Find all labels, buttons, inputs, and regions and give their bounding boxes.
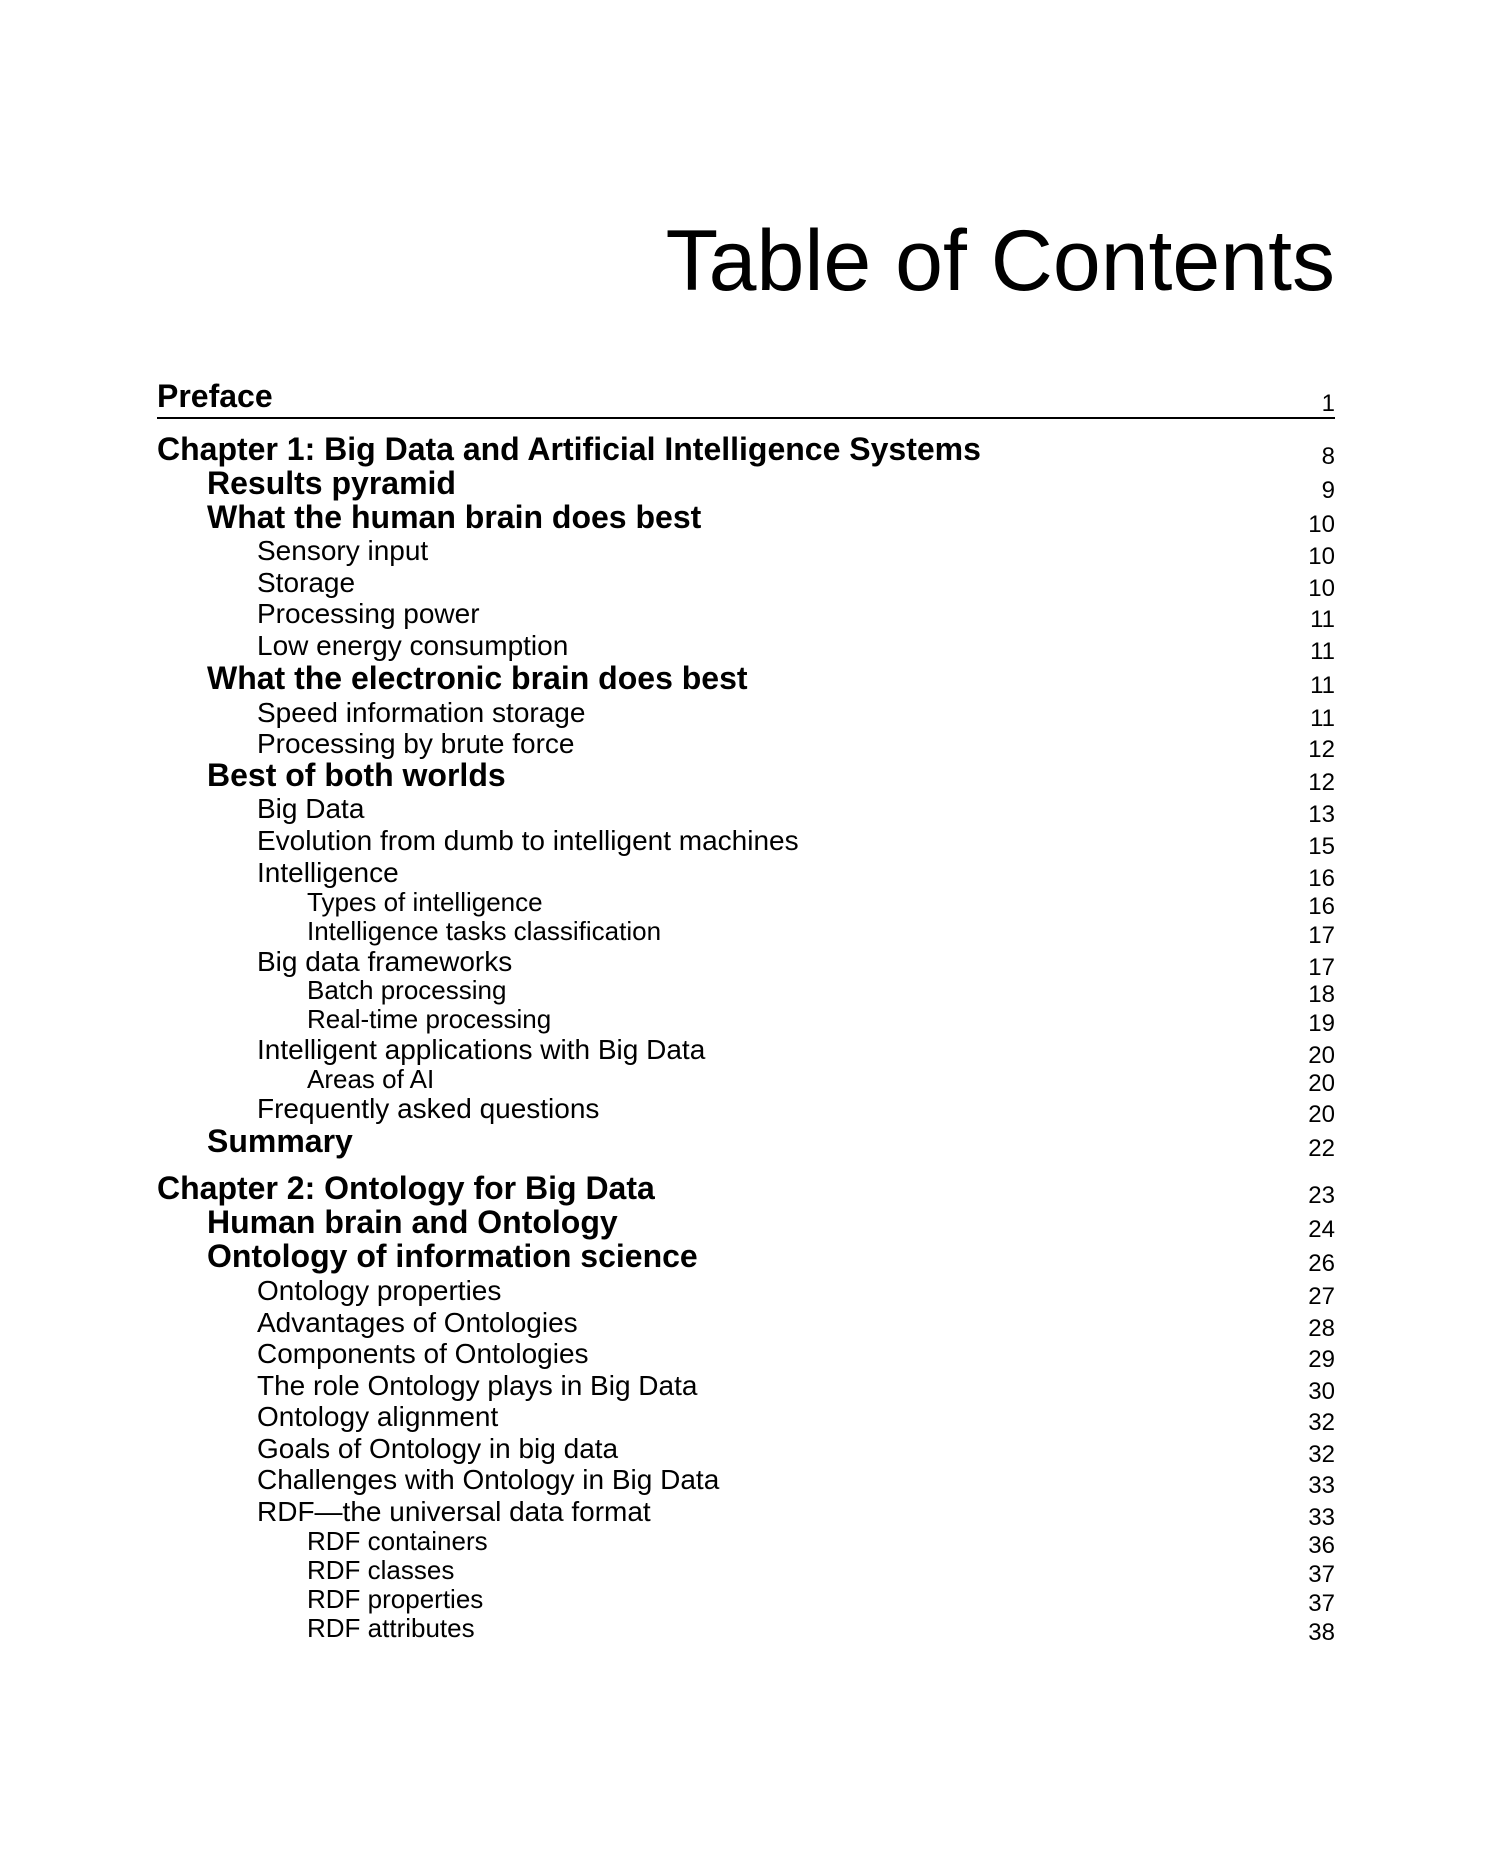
toc-entry-label: Big Data	[257, 793, 365, 824]
toc-entry-label: Evolution from dumb to intelligent machines	[257, 825, 799, 856]
toc-entry-page-number: 12	[1308, 736, 1335, 763]
toc-entry-label: Real-time processing	[307, 1004, 552, 1034]
toc-entry-rdf-attributes[interactable]	[157, 1601, 1335, 1646]
toc-entry-page-number: 16	[1308, 893, 1335, 920]
toc-entry-page-number: 37	[1308, 1561, 1335, 1588]
toc-entry-page-number: 10	[1308, 575, 1335, 602]
toc-entry-page-number: 11	[1310, 606, 1335, 633]
toc-entry-label: Intelligence tasks classification	[307, 916, 662, 946]
toc-entry-label: What the human brain does best	[207, 499, 702, 535]
toc-entry-page-number: 13	[1308, 801, 1335, 828]
toc-entry-label: Areas of AI	[307, 1064, 435, 1094]
toc-entry-label: Intelligence	[257, 857, 399, 888]
toc-entry-label: Processing power	[257, 598, 480, 629]
toc-entry-label: Types of intelligence	[307, 887, 543, 917]
toc-entry-page-number: 12	[1308, 769, 1335, 796]
toc-entry-page-number: 20	[1308, 1070, 1335, 1097]
toc-entry-label: Challenges with Ontology in Big Data	[257, 1464, 720, 1495]
toc-entry-label: Summary	[207, 1123, 353, 1159]
toc-entry-page-number: 9	[1321, 477, 1335, 504]
toc-entry-page-number: 8	[1321, 443, 1335, 470]
toc-entry-summary[interactable]	[157, 1117, 1335, 1162]
toc-entry-page-number: 36	[1308, 1532, 1335, 1559]
toc-entry-page-number: 11	[1310, 672, 1335, 699]
toc-entry-page-number: 11	[1310, 705, 1335, 732]
toc-entry-page-number: 17	[1308, 954, 1335, 981]
toc-entry-page-number: 10	[1308, 543, 1335, 570]
toc-entry-label: Storage	[257, 567, 356, 598]
toc-entry-label: Components of Ontologies	[257, 1338, 589, 1369]
toc-entry-preface[interactable]	[157, 372, 1335, 417]
toc-entry-page-number: 33	[1308, 1472, 1335, 1499]
toc-entry-page-number: 32	[1308, 1409, 1335, 1436]
toc-entry-page-number: 20	[1308, 1101, 1335, 1128]
toc-entry-label: Chapter 2: Ontology for Big Data	[157, 1170, 655, 1206]
toc-entry-label: Speed information storage	[257, 697, 586, 728]
toc-entry-page-number: 23	[1308, 1182, 1335, 1209]
toc-entry-label: Ontology alignment	[257, 1401, 499, 1432]
toc-entry-page-number: 33	[1308, 1504, 1335, 1531]
toc-entry-label: Processing by brute force	[257, 728, 575, 759]
toc-entry-page-number: 28	[1308, 1315, 1335, 1342]
toc-entry-page-number: 27	[1308, 1283, 1335, 1310]
toc-entry-label: RDF attributes	[307, 1613, 475, 1643]
toc-entry-label: Big data frameworks	[257, 946, 513, 977]
toc-entry-page-number: 32	[1308, 1441, 1335, 1468]
toc-entry-label: RDF—the universal data format	[257, 1496, 651, 1527]
toc-entry-label: RDF properties	[307, 1584, 484, 1614]
toc-entry-page-number: 11	[1310, 638, 1335, 665]
toc-entry-label: Results pyramid	[207, 465, 456, 501]
toc-entry-label: RDF containers	[307, 1526, 488, 1556]
toc-entry-page-number: 37	[1308, 1590, 1335, 1617]
toc-entry-label: Human brain and Ontology	[207, 1204, 618, 1240]
toc-entry-label: Chapter 1: Big Data and Artificial Intelligence Systems	[157, 431, 981, 467]
toc-entry-page-number: 17	[1308, 922, 1335, 949]
toc-entry-page-number: 10	[1308, 511, 1335, 538]
toc-entry-page-number: 38	[1308, 1619, 1335, 1646]
toc-entry-label: What the electronic brain does best	[207, 660, 748, 696]
toc-entry-label: RDF classes	[307, 1555, 455, 1585]
toc-entry-label: The role Ontology plays in Big Data	[257, 1370, 698, 1401]
toc-entry-label: Preface	[157, 378, 273, 414]
toc-entry-page-number: 16	[1308, 865, 1335, 892]
toc-entry-label: Ontology of information science	[207, 1238, 698, 1274]
toc-entry-page-number: 20	[1308, 1042, 1335, 1069]
toc-entry-label: Low energy consumption	[257, 630, 569, 661]
toc-entry-label: Frequently asked questions	[257, 1093, 600, 1124]
toc-entry-label: Batch processing	[307, 975, 507, 1005]
toc-entry-page-number: 24	[1308, 1216, 1335, 1243]
toc-entry-label: Advantages of Ontologies	[257, 1307, 578, 1338]
preface-underline-divider	[157, 417, 1335, 419]
toc-entry-label: Sensory input	[257, 535, 429, 566]
toc-entry-page-number: 19	[1308, 1010, 1335, 1037]
toc-entry-page-number: 1	[1321, 390, 1335, 417]
toc-entry-page-number: 18	[1308, 981, 1335, 1008]
toc-entry-page-number: 29	[1308, 1346, 1335, 1373]
toc-entry-label: Ontology properties	[257, 1275, 502, 1306]
toc-entry-label: Intelligent applications with Big Data	[257, 1034, 706, 1065]
toc-entry-page-number: 30	[1308, 1378, 1335, 1405]
toc-entry-page-number: 22	[1308, 1135, 1335, 1162]
toc-entry-page-number: 26	[1308, 1250, 1335, 1277]
toc-entry-label: Goals of Ontology in big data	[257, 1433, 619, 1464]
toc-entry-page-number: 15	[1308, 833, 1335, 860]
page-title: Table of Contents	[665, 213, 1335, 309]
toc-entry-label: Best of both worlds	[207, 757, 506, 793]
